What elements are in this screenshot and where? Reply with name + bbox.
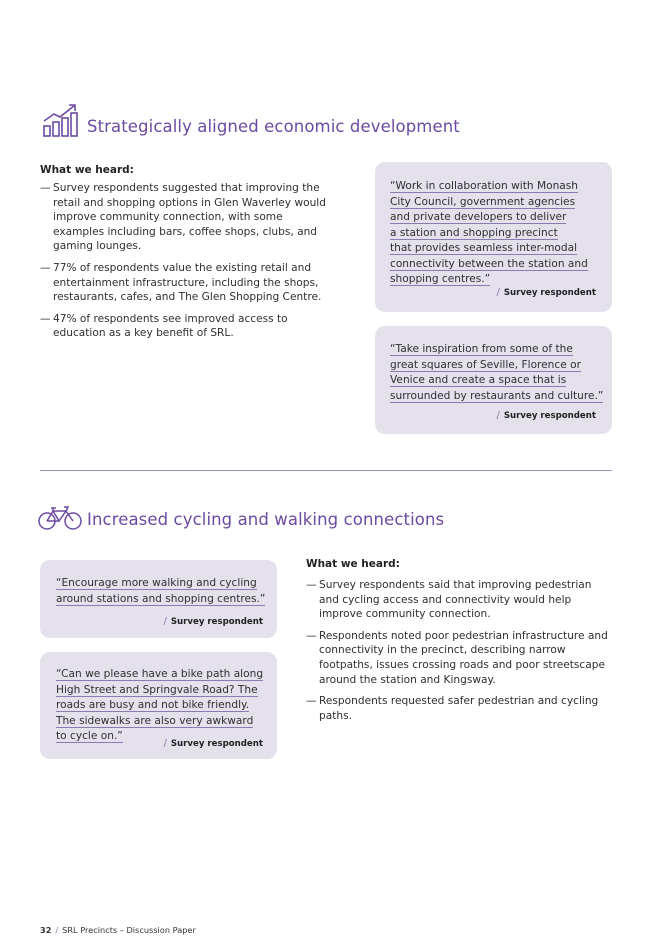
footer-text: SRL Precincts – Discussion Paper [62,925,196,935]
bullet-dash: — [306,629,317,642]
page-number: 32 [40,925,52,935]
quote-attribution: / Survey respondent [496,287,596,298]
section-title-cycling: Increased cycling and walking connections [87,510,445,529]
quote-attribution: / Survey respondent [496,410,596,421]
heard-list-economic [40,181,335,348]
quote-card [375,326,612,434]
list-item: — Respondents noted poor pedestrian infrastructure and connectivity in the precinct, describing narrow footpaths, issues crossing roads and poor streetscape around the station and Kingsway. [306,629,608,686]
quote-attribution: / Survey respondent [163,616,263,627]
quote-text: “Can we please have a bike path along High Street and Springvale Road? The roads are busy and not bike friendly. The sidewalks are also very awkward to cycle on.” [56,668,264,742]
list-item: — Survey respondents said that improving pedestrian and cycling access and connectivity would help improve community connection. [306,579,592,621]
quote-attribution: / Survey respondent [163,738,263,749]
list-item: — 77% of respondents value the existing retail and entertainment infrastructure, including the shops, restaurants, cafes, and The Glen Shopping Centre. [40,261,322,304]
quote-text: “Encourage more walking and cycling around stations and shopping centres.” [56,577,266,605]
quote-card [40,652,277,759]
section-title-economic: Strategically aligned economic development [87,117,460,136]
section-divider [40,470,612,471]
bicycle-icon [38,505,82,535]
bullet-dash: — [306,695,317,708]
bullet-dash: — [40,312,51,325]
bullet-dash: — [306,579,317,591]
what-we-heard-label: What we heard: [40,164,134,176]
bullet-dash: — [40,261,51,274]
growth-chart-icon [42,102,78,142]
footer-separator: / [55,925,59,935]
heard-list-cycling [306,578,612,730]
page-footer [40,925,196,935]
quote-card [375,162,612,312]
bullet-dash: — [40,182,51,194]
list-item: — Survey respondents suggested that improving the retail and shopping options in Glen Waverley would improve community connection, with some examples including bars, coffee shops, clubs, and gaming lounges. [40,182,326,253]
list-item: — Respondents requested safer pedestrian and cycling paths. [306,695,599,722]
quote-text: “Work in collaboration with Monash City Council, government agencies and private developers to deliver a station and shopping precinct that provides seamless inter-modal connectivity between the station and shopping centres.” [390,180,588,285]
list-item: — 47% of respondents see improved access to education as a key benefit of SRL. [40,312,288,340]
quote-text: “Take inspiration from some of the great squares of Seville, Florence or Venice and create a space that is surrounded by restaurants and culture.” [390,343,604,402]
what-we-heard-label: What we heard: [306,558,400,570]
quote-card [40,560,277,638]
